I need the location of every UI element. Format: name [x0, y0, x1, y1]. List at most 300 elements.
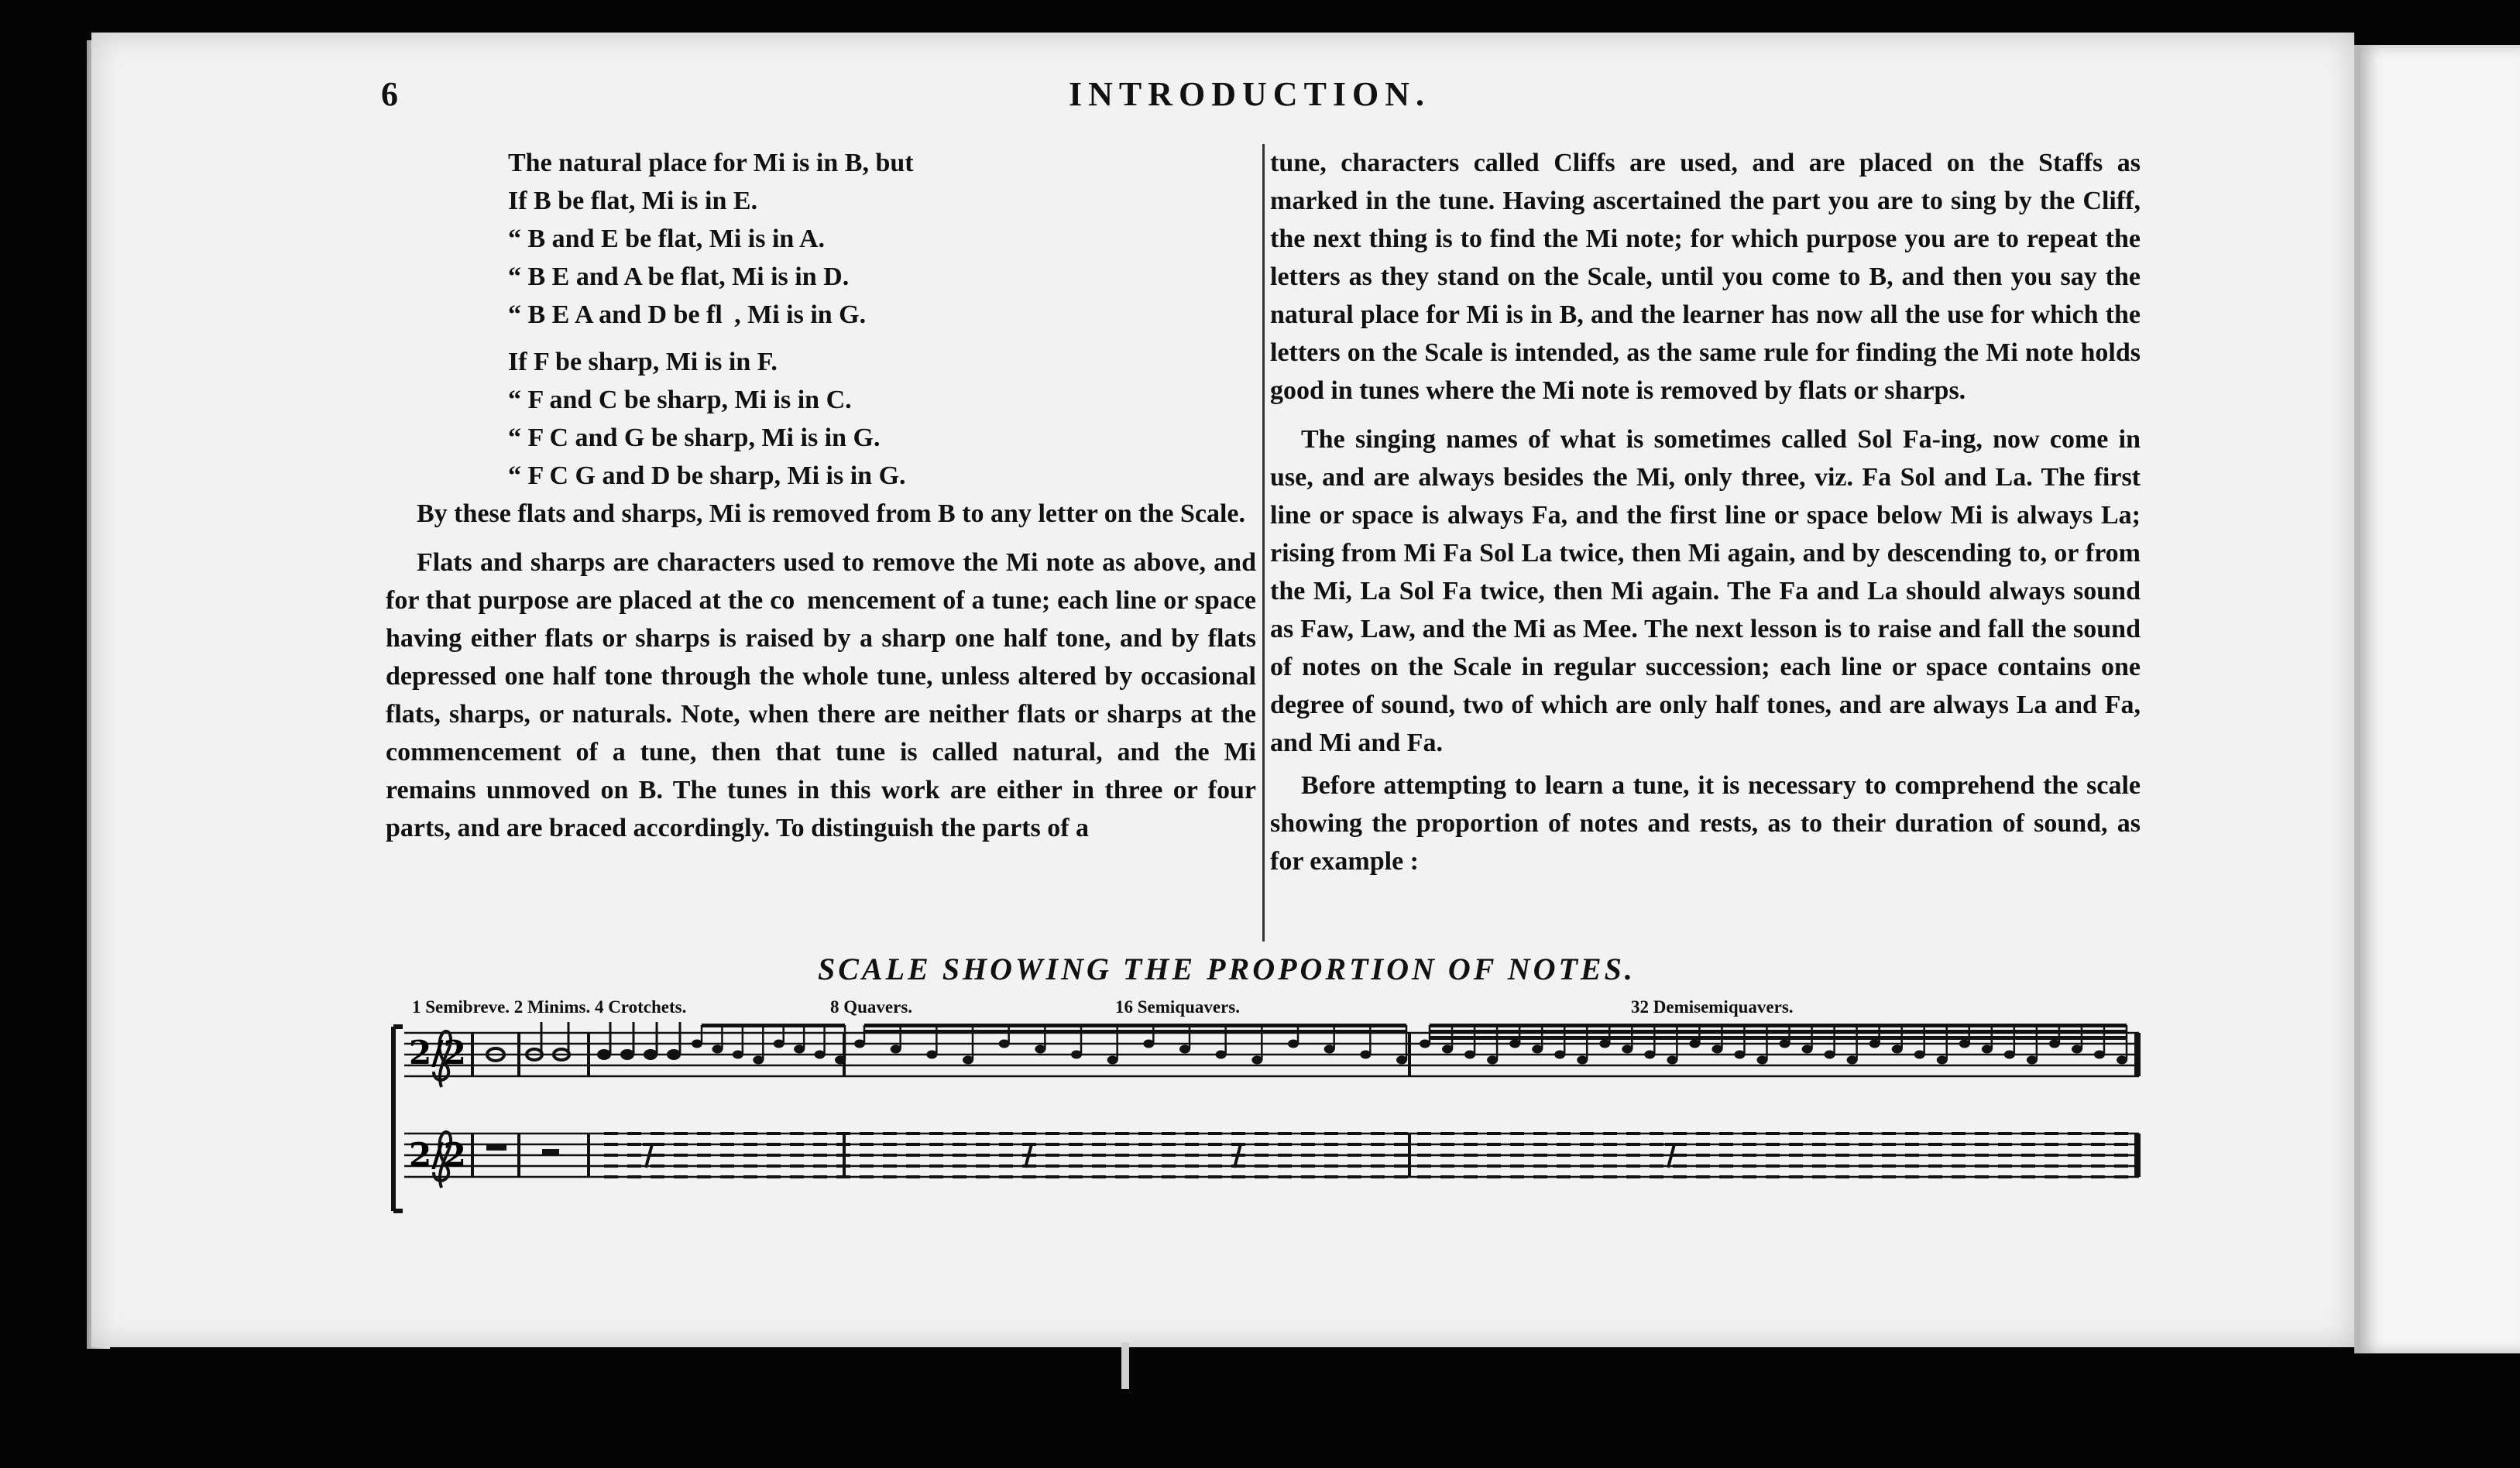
staff-dash	[1557, 1175, 1571, 1178]
staff-dash	[720, 1132, 734, 1135]
staff-dash	[1162, 1164, 1176, 1168]
staff-dash	[1278, 1175, 1292, 1178]
staff-dash	[1324, 1132, 1338, 1135]
staff-dash	[953, 1132, 966, 1135]
staff-dash	[720, 1143, 734, 1146]
staff-dash	[1626, 1143, 1640, 1146]
label-demisemiquavers: 32 Demisemiquavers.	[1631, 997, 1794, 1017]
staff-dash	[1510, 1132, 1524, 1135]
staff-dash	[697, 1154, 711, 1157]
staff-dash	[1766, 1143, 1780, 1146]
staff-dash	[1673, 1132, 1687, 1135]
staff-dash	[1719, 1175, 1733, 1178]
verse-line: “ F and C be sharp, Mi is in C.	[508, 386, 852, 414]
staff-dash	[883, 1164, 897, 1168]
staff-dash	[1162, 1143, 1176, 1146]
staff-dash	[1440, 1164, 1454, 1168]
verse-line: The natural place for Mi is in B, but	[508, 149, 914, 177]
staff-dash	[1859, 1175, 1873, 1178]
staff-dash	[627, 1154, 641, 1157]
staff-dash	[836, 1164, 850, 1168]
staff-dash	[1115, 1143, 1129, 1146]
staff-dash	[1928, 1143, 1942, 1146]
staff-dash	[929, 1164, 943, 1168]
staff-dash	[1045, 1154, 1059, 1157]
staff-dash	[767, 1132, 781, 1135]
staff-dash	[1022, 1143, 1036, 1146]
staff-dash	[604, 1132, 618, 1135]
staff-dash	[1603, 1164, 1617, 1168]
staff-dash	[1742, 1132, 1756, 1135]
staff-dash	[1045, 1164, 1059, 1168]
staff-dash	[1301, 1164, 1315, 1168]
staff-dash	[2044, 1143, 2058, 1146]
staff-dash	[813, 1164, 827, 1168]
staff-dash	[906, 1132, 920, 1135]
staff-dash	[1138, 1132, 1152, 1135]
time-signature-bottom: 2/2	[409, 1136, 466, 1174]
verse-line: “ B E and A be flat, Mi is in D.	[508, 262, 850, 291]
minim-rest	[542, 1149, 559, 1155]
staff-dash	[1417, 1175, 1431, 1178]
staff-dash	[1835, 1132, 1849, 1135]
staff-dash	[883, 1132, 897, 1135]
staff-dash	[1673, 1164, 1687, 1168]
staff-dash	[651, 1164, 664, 1168]
staff-dash	[1859, 1164, 1873, 1168]
staff-dash	[743, 1164, 757, 1168]
staff-dash	[1859, 1132, 1873, 1135]
staff-dash	[1533, 1175, 1547, 1178]
staff-dash	[1069, 1175, 1083, 1178]
staff-dash	[860, 1143, 874, 1146]
staff-dash	[2114, 1132, 2128, 1135]
staff-dash	[1533, 1164, 1547, 1168]
staff-dash	[1696, 1154, 1710, 1157]
staff-dash	[1208, 1175, 1222, 1178]
staff-dash	[1789, 1164, 1803, 1168]
staff-dash	[1092, 1143, 1106, 1146]
staff-dash	[1185, 1175, 1199, 1178]
staff-dash	[1394, 1154, 1408, 1157]
staff-dash	[1975, 1175, 1989, 1178]
staff-dash	[1394, 1143, 1408, 1146]
staff-dash	[720, 1175, 734, 1178]
staff-dash	[1069, 1143, 1083, 1146]
staff-dash	[1255, 1154, 1269, 1157]
staff-dash	[1092, 1164, 1106, 1168]
staff-dash	[836, 1175, 850, 1178]
staff-dash	[1231, 1154, 1245, 1157]
staff-dash	[1138, 1143, 1152, 1146]
staff-dash	[1742, 1175, 1756, 1178]
staff-dash	[1905, 1164, 1919, 1168]
staff-dash	[1440, 1132, 1454, 1135]
staff-dash	[2068, 1143, 2082, 1146]
staff-dash	[2114, 1154, 2128, 1157]
staff-dash	[1859, 1143, 1873, 1146]
staff-dash	[813, 1175, 827, 1178]
staff-dash	[1975, 1132, 1989, 1135]
paragraph: The singing names of what is sometimes called Sol Fa-ing, now come in use, and are always besides the Mi, only three, viz. Fa Sol and La. The first line or space is always Fa, and the first line or space below Mi is always La; rising from Mi Fa Sol La twice, then Mi again, and by descending to, or from the Mi, La Sol Fa twice, then Mi again. The Fa and La should always sound as Faw, Law, and the Mi as Mee. The next lesson is to raise and fall the sound of notes on the Scale in regular succession; each line or space contains one degree of sound, two of which are only half tones, and are always La and Fa, and Mi and Fa.	[1270, 425, 2141, 757]
staff-dash	[1278, 1143, 1292, 1146]
rests	[486, 1132, 2128, 1178]
staff-dash	[1348, 1143, 1361, 1146]
staff-dash	[743, 1143, 757, 1146]
staff-dash	[1487, 1164, 1501, 1168]
staff-dash	[1022, 1164, 1036, 1168]
staff-dash	[1835, 1164, 1849, 1168]
staff-dash	[1440, 1154, 1454, 1157]
staff-dash	[1766, 1175, 1780, 1178]
staff-dash	[1208, 1132, 1222, 1135]
staff-dash	[767, 1143, 781, 1146]
staff-dash	[1650, 1175, 1663, 1178]
staff-dash	[627, 1175, 641, 1178]
staff-dash	[1719, 1132, 1733, 1135]
staff-dash	[1324, 1143, 1338, 1146]
staff-dash	[1255, 1175, 1269, 1178]
staff-dash	[860, 1164, 874, 1168]
staff-dash	[999, 1175, 1013, 1178]
staff-dash	[1255, 1132, 1269, 1135]
staff-dash	[1673, 1143, 1687, 1146]
note-proportion-staff	[387, 1017, 2145, 1220]
staff-dash	[883, 1154, 897, 1157]
staff-dash	[604, 1143, 618, 1146]
staff-dash	[2068, 1132, 2082, 1135]
staff-dash	[1766, 1132, 1780, 1135]
semibreve-rest	[486, 1144, 506, 1151]
staff-dash	[1301, 1143, 1315, 1146]
staff-dash	[1069, 1164, 1083, 1168]
staff-dash	[976, 1164, 990, 1168]
staff-dash	[1348, 1154, 1361, 1157]
note-beam	[864, 1024, 1406, 1027]
staff-dash	[1022, 1154, 1036, 1157]
paragraph: Before attempting to learn a tune, it is necessary to comprehend the scale showing the proportion of notes and rests, as to their duration of sound, as for example :	[1270, 771, 2141, 876]
staff-dash	[697, 1132, 711, 1135]
staff-dash	[2021, 1175, 2035, 1178]
staff-dash	[1348, 1132, 1361, 1135]
staff-dash	[697, 1175, 711, 1178]
staff-dash	[1557, 1132, 1571, 1135]
staff-dash	[1069, 1154, 1083, 1157]
staff-dash	[999, 1132, 1013, 1135]
staff-dash	[860, 1132, 874, 1135]
paragraph: tune, characters called Cliffs are used, and are placed on the Staffs as marked in the tune. Having ascertained the part you are to sing by the Cliff, the next thing is to find the Mi note; for which purpose you are to repeat the letters as they stand on the Scale, until you come to B, and then you say the natural place for Mi is in B, and the learner has now all the use for which the letters on the Scale is intended, as the same rule for finding the Mi note holds good in tunes where the Mi note is removed by flats or sharps.	[1270, 149, 2141, 405]
staff-dash	[976, 1132, 990, 1135]
staff-dash	[1719, 1154, 1733, 1157]
staff-dash	[906, 1164, 920, 1168]
staff-dash	[1510, 1175, 1524, 1178]
staff-dash	[1975, 1143, 1989, 1146]
staff-dash	[2114, 1143, 2128, 1146]
staff-dash	[1162, 1154, 1176, 1157]
staff-dash	[1533, 1132, 1547, 1135]
staff-dash	[1789, 1132, 1803, 1135]
staff-dash	[2021, 1154, 2035, 1157]
staff-dash	[1348, 1175, 1361, 1178]
staff-dash	[929, 1154, 943, 1157]
staff-dash	[1952, 1132, 1966, 1135]
staff-dash	[1069, 1132, 1083, 1135]
staff-dash	[1766, 1154, 1780, 1157]
staff-dash	[1905, 1132, 1919, 1135]
staff-dash	[999, 1164, 1013, 1168]
staff-dash	[1022, 1132, 1036, 1135]
column-rule	[1262, 144, 1265, 942]
staff-dash	[1882, 1143, 1896, 1146]
staff-dash	[813, 1143, 827, 1146]
staff-dash	[1626, 1132, 1640, 1135]
staff-dash	[1394, 1175, 1408, 1178]
staff-dash	[2021, 1164, 2035, 1168]
staff-dash	[627, 1143, 641, 1146]
staff-dash	[1626, 1175, 1640, 1178]
staff-dash	[1812, 1175, 1826, 1178]
staff-dash	[813, 1154, 827, 1157]
verse-line: “ B and E be flat, Mi is in A.	[508, 225, 826, 253]
staff-dash	[1696, 1164, 1710, 1168]
staff-dash	[953, 1164, 966, 1168]
staff-dash	[1835, 1154, 1849, 1157]
staff-dash	[767, 1154, 781, 1157]
staff-dash	[674, 1143, 688, 1146]
staff-dash	[1998, 1143, 2012, 1146]
verse-line: If F be sharp, Mi is in F.	[508, 348, 778, 376]
brace	[393, 1027, 403, 1211]
staff-dash	[836, 1154, 850, 1157]
staff-dash	[1115, 1164, 1129, 1168]
staff-dash	[1185, 1164, 1199, 1168]
staff-dash	[1719, 1143, 1733, 1146]
staff-dash	[1394, 1164, 1408, 1168]
staff-dash	[1092, 1154, 1106, 1157]
verse-line: “ B E A and D be fl , Mi is in G.	[508, 300, 867, 329]
verse-line: If B be flat, Mi is in E.	[508, 187, 758, 215]
staff-dash	[1464, 1132, 1478, 1135]
staff-dash	[1928, 1132, 1942, 1135]
staff-dash	[1464, 1175, 1478, 1178]
staff-dash	[651, 1154, 664, 1157]
staff-dash	[1650, 1154, 1663, 1157]
staff-dash	[2044, 1164, 2058, 1168]
verse-line: “ F C and G be sharp, Mi is in G.	[508, 424, 881, 452]
staff-dash	[836, 1143, 850, 1146]
staff-dash	[1975, 1154, 1989, 1157]
page-mark	[1121, 1343, 1129, 1389]
staff-dash	[1464, 1143, 1478, 1146]
note-beam	[1430, 1030, 2127, 1034]
staff-dash	[1371, 1143, 1385, 1146]
staff-dash	[1812, 1154, 1826, 1157]
staff-dash	[1859, 1154, 1873, 1157]
staff-dash	[1371, 1164, 1385, 1168]
staff-dash	[743, 1175, 757, 1178]
staff-dash	[720, 1154, 734, 1157]
staff-dash	[1998, 1154, 2012, 1157]
note-beam	[864, 1030, 1406, 1034]
staff-dash	[1905, 1175, 1919, 1178]
staff-dash	[2068, 1164, 2082, 1168]
staff-dash	[1278, 1132, 1292, 1135]
scale-title: SCALE SHOWING THE PROPORTION OF NOTES.	[818, 952, 1636, 986]
staff-dash	[1278, 1154, 1292, 1157]
staff-dash	[1603, 1175, 1617, 1178]
staff-dash	[929, 1132, 943, 1135]
staff-dash	[1464, 1164, 1478, 1168]
staff-dash	[1952, 1143, 1966, 1146]
staff-dash	[2044, 1154, 2058, 1157]
staff-dash	[1557, 1164, 1571, 1168]
staff-dash	[2114, 1175, 2128, 1178]
staff-dash	[1162, 1175, 1176, 1178]
staff-dash	[929, 1175, 943, 1178]
staff-dash	[743, 1154, 757, 1157]
staff-dash	[697, 1164, 711, 1168]
staff-dash	[2091, 1154, 2105, 1157]
crotchet-note	[644, 1049, 657, 1060]
staff-dash	[1650, 1164, 1663, 1168]
staff-dash	[1650, 1143, 1663, 1146]
staff-dash	[1045, 1175, 1059, 1178]
staff-dash	[1510, 1143, 1524, 1146]
staff-dash	[1998, 1175, 2012, 1178]
staff-dash	[1580, 1164, 1594, 1168]
staff-dash	[1278, 1164, 1292, 1168]
staff-dash	[2044, 1175, 2058, 1178]
staff-dash	[1975, 1164, 1989, 1168]
staff-dash	[790, 1154, 804, 1157]
staff-dash	[1905, 1154, 1919, 1157]
staff-dash	[1417, 1164, 1431, 1168]
staff-dash	[1952, 1164, 1966, 1168]
staff-dash	[674, 1164, 688, 1168]
staff-dash	[1928, 1175, 1942, 1178]
staff-dash	[674, 1132, 688, 1135]
staff-dash	[1533, 1143, 1547, 1146]
staff-dash	[929, 1143, 943, 1146]
staff-dash	[1928, 1154, 1942, 1157]
staff-dash	[1231, 1143, 1245, 1146]
staff-dash	[2091, 1143, 2105, 1146]
crotchet-note	[620, 1049, 634, 1060]
staff-dash	[1231, 1132, 1245, 1135]
staff-dash	[1440, 1175, 1454, 1178]
staff-dash	[976, 1175, 990, 1178]
staff-dash	[790, 1175, 804, 1178]
paragraph: Flats and sharps are characters used to remove the Mi note as above, and for that purpose are placed at the co mencement of a tune; each line or space having either flats or sharps is raised by a sharp one half tone, and by flats depressed one half tone through the whole tune, unless altered by occasional flats, sharps, or naturals. Note, when there are neither flats or sharps at the commencement of a tune, then that tune is called natural, and the Mi remains unmoved on B. The tunes in this work are either in three or four parts, and are braced accordingly. To distinguish the parts of a	[386, 548, 1256, 842]
staff-dash	[2091, 1132, 2105, 1135]
staff-dash	[604, 1154, 618, 1157]
staff-dash	[2068, 1175, 2082, 1178]
staff-dash	[1115, 1175, 1129, 1178]
staff-dash	[883, 1175, 897, 1178]
staff-dash	[1580, 1154, 1594, 1157]
staff-dash	[1673, 1154, 1687, 1157]
staff-dash	[1394, 1132, 1408, 1135]
staff-dash	[1742, 1143, 1756, 1146]
staff-dash	[1487, 1132, 1501, 1135]
staff-dash	[1882, 1154, 1896, 1157]
staff-dash	[1417, 1154, 1431, 1157]
staff-dash	[1440, 1143, 1454, 1146]
mi-flats-verse	[386, 144, 1256, 334]
staff-dash	[1882, 1175, 1896, 1178]
staff-dash	[1998, 1132, 2012, 1135]
staff-dash	[1324, 1175, 1338, 1178]
page-number: 6	[381, 75, 398, 113]
staff-dash	[1092, 1132, 1106, 1135]
left-column	[386, 144, 1256, 847]
staff-dash	[1045, 1143, 1059, 1146]
staff-dash	[1185, 1132, 1199, 1135]
staff-dash	[1138, 1175, 1152, 1178]
staff-dash	[976, 1154, 990, 1157]
staff-dash	[1371, 1154, 1385, 1157]
staff-dash	[1696, 1143, 1710, 1146]
staff-dash	[651, 1143, 664, 1146]
staff-dash	[1557, 1154, 1571, 1157]
staff-dash	[697, 1143, 711, 1146]
paragraph: By these flats and sharps, Mi is removed from B to any letter on the Scale.	[417, 499, 1245, 528]
staff-dash	[1138, 1154, 1152, 1157]
staff-dash	[1742, 1154, 1756, 1157]
staff-dash	[1835, 1175, 1849, 1178]
staff-dash	[1882, 1132, 1896, 1135]
staff-dash	[1603, 1154, 1617, 1157]
staff-dash	[860, 1154, 874, 1157]
staff-dash	[1696, 1175, 1710, 1178]
staff-dash	[2091, 1164, 2105, 1168]
staff-dash	[836, 1132, 850, 1135]
staff-dash	[767, 1175, 781, 1178]
staff-dash	[906, 1154, 920, 1157]
staff-dash	[1324, 1164, 1338, 1168]
staff-dash	[1580, 1132, 1594, 1135]
right-column	[1270, 144, 2141, 880]
time-signature-top: 2/2	[409, 1034, 466, 1072]
staff-dash	[1626, 1154, 1640, 1157]
staff-dash	[1417, 1143, 1431, 1146]
staff-dash	[1301, 1175, 1315, 1178]
staff-dash	[1603, 1132, 1617, 1135]
staff-dash	[1115, 1154, 1129, 1157]
staff-dash	[1998, 1164, 2012, 1168]
staff-dash	[627, 1164, 641, 1168]
staff-dash	[1580, 1175, 1594, 1178]
staff-dash	[1348, 1164, 1361, 1168]
staff-dash	[1882, 1164, 1896, 1168]
staff-dash	[1650, 1132, 1663, 1135]
staff-dash	[999, 1154, 1013, 1157]
staff-dash	[1138, 1164, 1152, 1168]
staff-dash	[1162, 1132, 1176, 1135]
staff-dash	[906, 1175, 920, 1178]
staff-dash	[1231, 1164, 1245, 1168]
staff-dash	[1812, 1132, 1826, 1135]
staff-dash	[1789, 1175, 1803, 1178]
staff-dash	[651, 1175, 664, 1178]
staff-dash	[1626, 1164, 1640, 1168]
staff-dash	[1487, 1143, 1501, 1146]
staff-dash	[1696, 1132, 1710, 1135]
staff-dash	[1812, 1143, 1826, 1146]
crotchet-note	[597, 1049, 611, 1060]
staff-dash	[1115, 1132, 1129, 1135]
staff-dash	[1719, 1164, 1733, 1168]
